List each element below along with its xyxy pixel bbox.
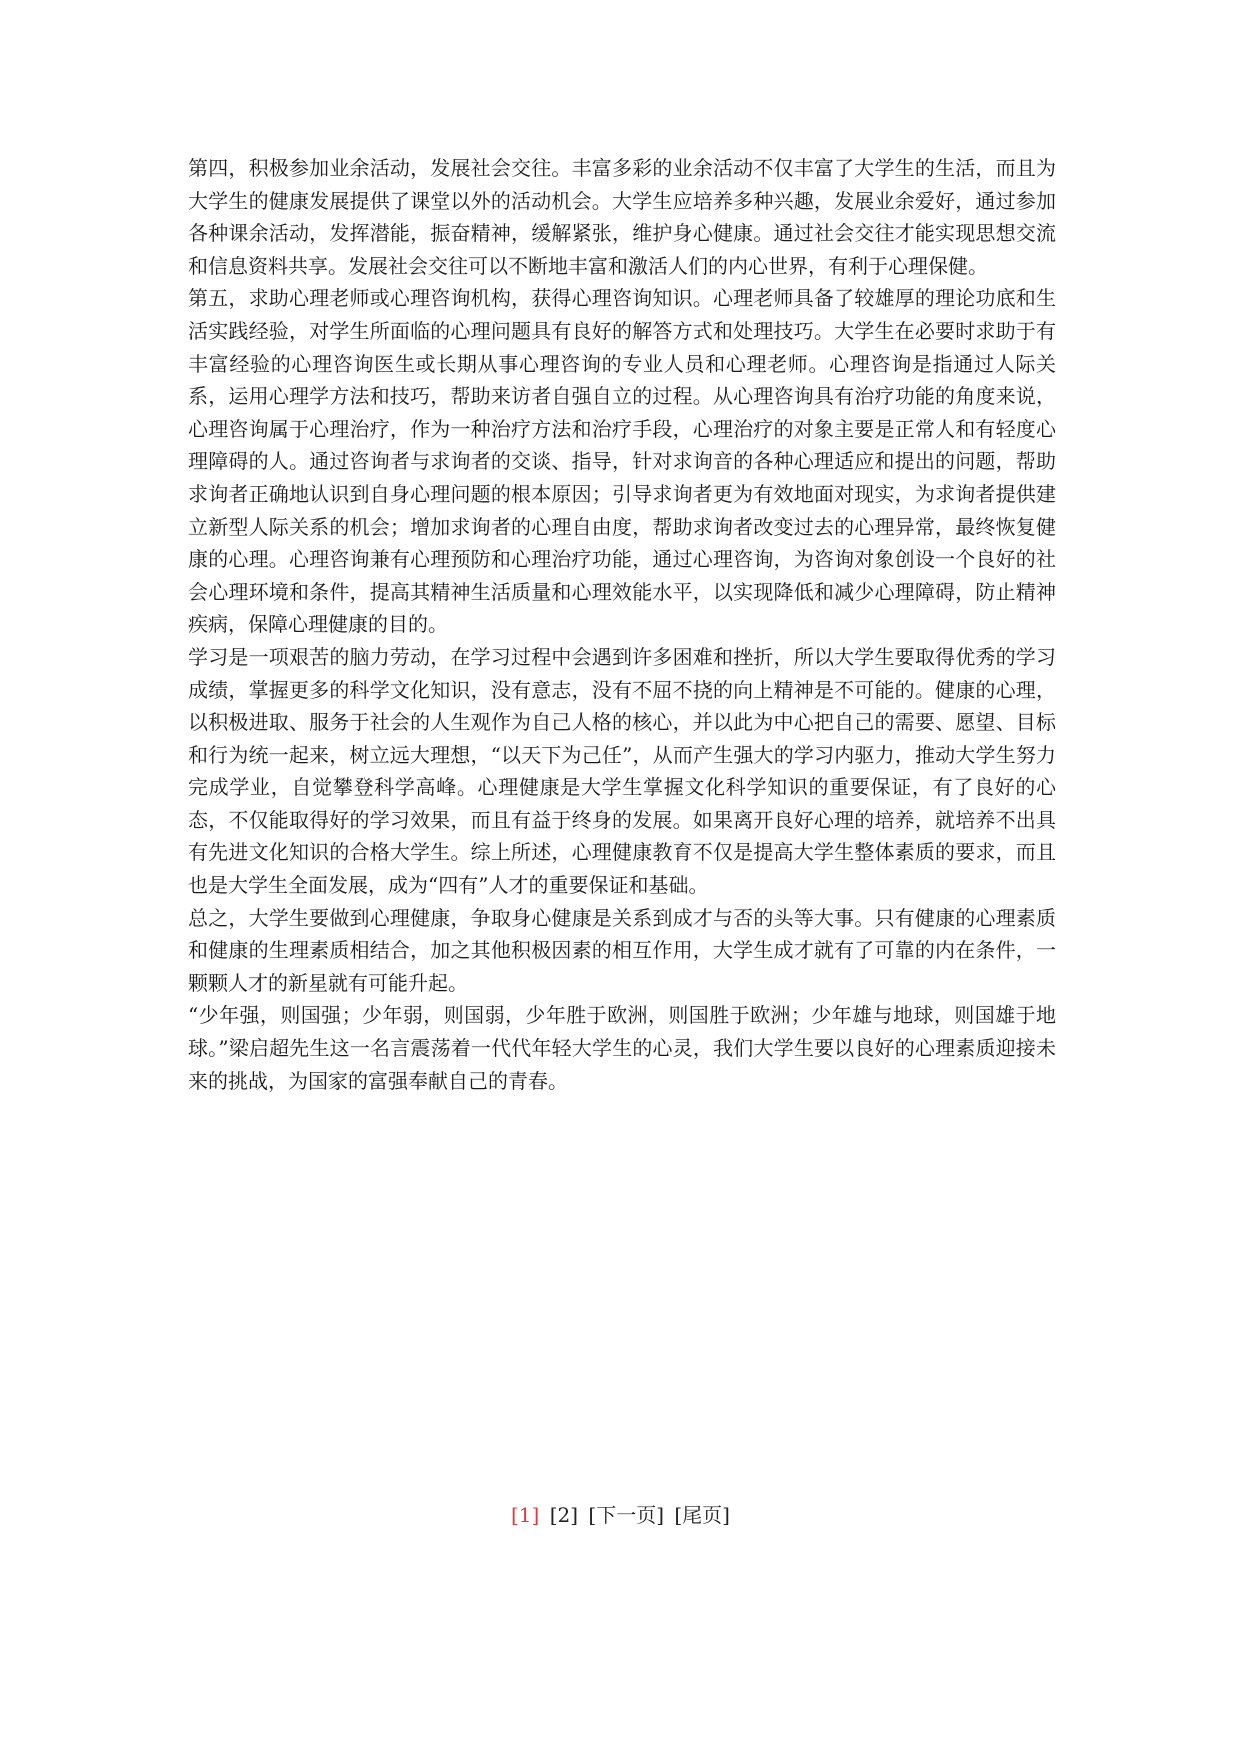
paragraph-summary: 总之，大学生要做到心理健康，争取身心健康是关系到成才与否的头等大事。只有健康的心理素质和健康的生理素质相结合，加之其他积极因素的相互作用，大学生成才就有了可靠的内在条件，一颗颗人才的新星就有可能升起。 — [188, 905, 1056, 995]
article-body — [188, 152, 1056, 1097]
paragraph-study: 学习是一项艰苦的脑力劳动，在学习过程中会遇到许多困难和挫折，所以大学生要取得优秀的学习成绩，掌握更多的科学文化知识，没有意志，没有不屈不挠的向上精神是不可能的。健康的心理，以积极进取、服务于社会的人生观作为自己人格的核心，并以此为中心把自己的需要、愿望、目标和行为统一起来，树立远大理想，“以天下为己任”，从而产生强大的学习内驱力，推动大学生努力完成学业，自觉攀登科学高峰。心理健康是大学生掌握文化科学知识的重要保证，有了良好的心态，不仅能取得好的学习效果，而且有益于终身的发展。如果离开良好心理的培养，就培养不出具有先进文化知识的合格大学生。综上所述，心理健康教育不仅是提高大学生整体素质的要求，而且也是大学生全面发展，成为“四有”人才的重要保证和基础。 — [188, 644, 1056, 898]
paragraph-5-counseling: 第五，求助心理老师或心理咨询机构，获得心理咨询知识。心理老师具备了较雄厚的理论功底和生活实践经验，对学生所面临的心理问题具有良好的解答方式和处理技巧。大学生在必要时求助于有丰富经验的心理咨询医生或长期从事心理咨询的专业人员和心理老师。心理咨询是指通过人际关系，运用心理学方法和技巧，帮助来访者自强自立的过程。从心理咨询具有治疗功能的角度来说，心理咨询属于心理治疗，作为一种治疗方法和治疗手段，心理治疗的对象主要是正常人和有轻度心理障碍的人。通过咨询者与求询者的交谈、指导，针对求询音的各种心理适应和提出的问题，帮助求询者正确地认识到自身心理问题的根本原因；引导求询者更为有效地面对现实，为求询者提供建立新型人际关系的机会；增加求询者的心理自由度，帮助求询者改变过去的心理异常，最终恢复健康的心理。心理咨询兼有心理预防和心理治疗功能，通过心理咨询，为咨询对象创设一个良好的社会心理环境和条件，提高其精神生活质量和心理效能水平，以实现降低和减少心理障碍，防止精神疾病，保障心理健康的目的。 — [188, 286, 1056, 637]
last-page-link[interactable]: [尾页] — [674, 1503, 730, 1527]
next-page-link[interactable]: [下一页] — [588, 1503, 665, 1527]
page-1-link[interactable]: [1] — [511, 1503, 540, 1527]
pagination — [0, 1500, 1241, 1530]
page-2-link[interactable]: [2] — [549, 1503, 579, 1527]
paragraph-quote: “少年强，则国强；少年弱，则国弱，少年胜于欧洲，则国胜于欧洲；少年雄与地球，则国雄于地球。”梁启超先生这一名言震荡着一代代年轻大学生的心灵，我们大学生要以良好的心理素质迎接未来的挑战，为国家的富强奉献自己的青春。 — [188, 1003, 1056, 1093]
paragraph-4-social: 第四，积极参加业余活动，发展社会交往。丰富多彩的业余活动不仅丰富了大学生的生活，而且为大学生的健康发展提供了课堂以外的活动机会。大学生应培养多种兴趣，发展业余爱好，通过参加各种课余活动，发挥潜能，振奋精神，缓解紧张，维护身心健康。通过社会交往才能实现思想交流和信息资料共享。发展社会交往可以不断地丰富和激活人们的内心世界，有利于心理保健。 — [188, 156, 1056, 278]
